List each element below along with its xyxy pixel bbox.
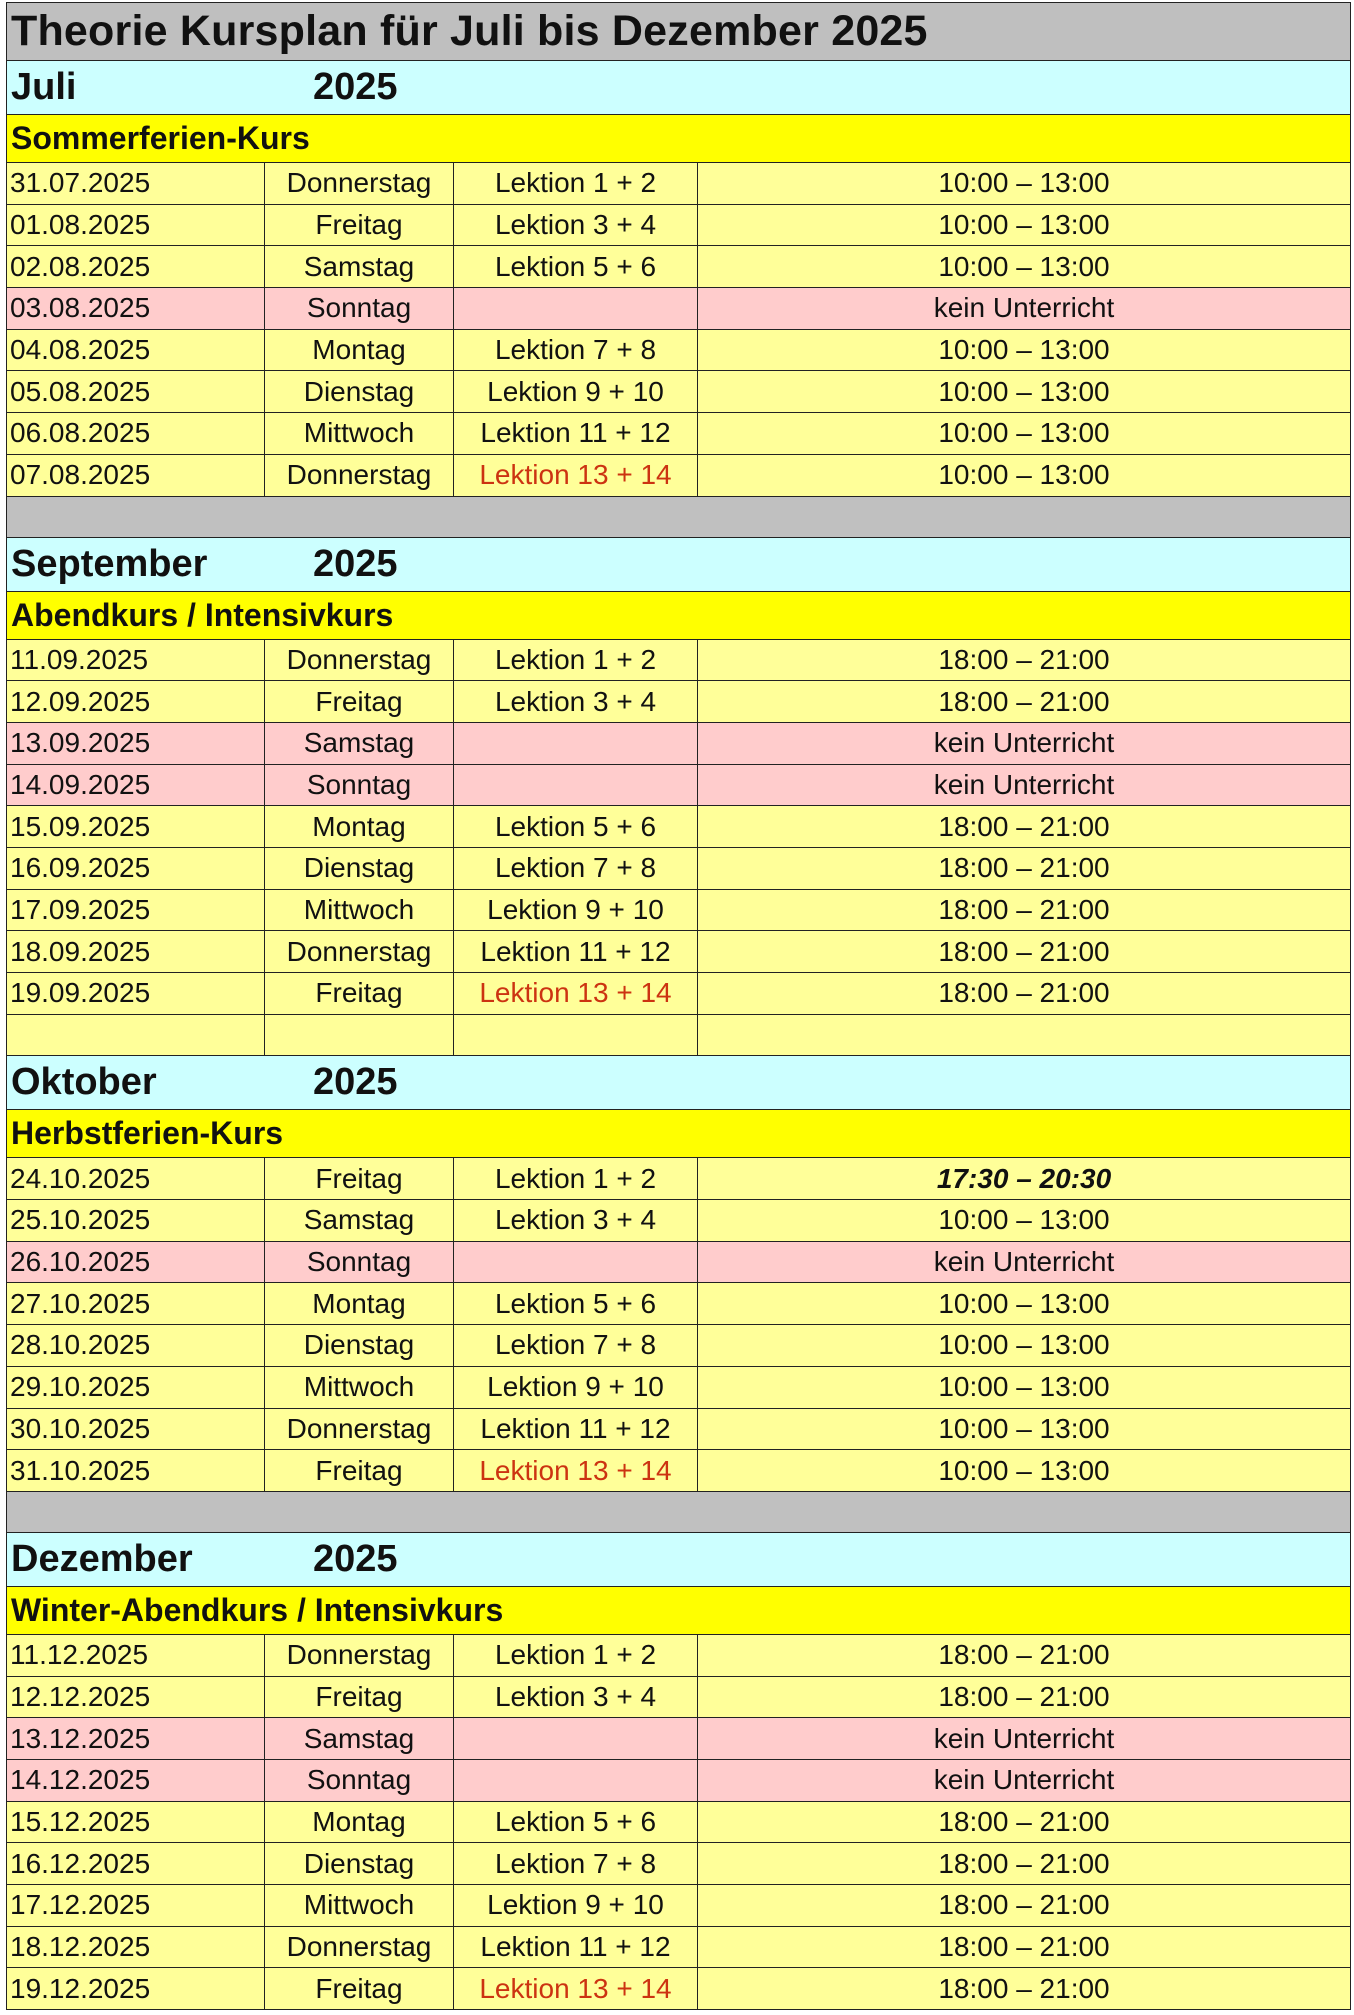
course-title: Sommerferien-Kurs [11, 120, 310, 156]
table-row [6, 1677, 1351, 1719]
table-row [6, 371, 1351, 413]
time-cell: kein Unterricht [933, 1764, 1115, 1796]
empty-cell [698, 1015, 1350, 1056]
title-row [6, 2, 1351, 61]
table-row [6, 1283, 1351, 1325]
date-cell: 11.12.2025 [7, 1635, 265, 1676]
weekday-cell: Samstag [265, 1718, 454, 1759]
lesson-cell [454, 723, 698, 764]
lesson-cell: Lektion 3 + 4 [454, 1677, 698, 1718]
month-header-row [6, 538, 1351, 592]
lesson-cell [454, 1718, 698, 1759]
date-cell: 03.08.2025 [7, 288, 265, 329]
course-schedule-sheet [6, 2, 1351, 2010]
weekday-cell: Donnerstag [265, 1409, 454, 1450]
month-header-row [6, 1056, 1351, 1110]
time-cell: 18:00 – 21:00 [938, 810, 1110, 842]
table-row [6, 246, 1351, 288]
weekday-cell: Montag [265, 806, 454, 847]
month-header-row [6, 61, 1351, 115]
month-year: 2025 [313, 1537, 398, 1580]
date-cell: 05.08.2025 [7, 371, 265, 412]
weekday-cell: Mittwoch [265, 890, 454, 931]
table-row [6, 1927, 1351, 1969]
time-cell: 10:00 – 13:00 [938, 334, 1110, 366]
weekday-cell: Freitag [265, 1677, 454, 1718]
time-cell: kein Unterricht [933, 768, 1115, 800]
time-cell: kein Unterricht [933, 1246, 1115, 1278]
weekday-cell: Dienstag [265, 371, 454, 412]
date-cell: 14.12.2025 [7, 1760, 265, 1801]
date-cell: 12.12.2025 [7, 1677, 265, 1718]
date-cell: 12.09.2025 [7, 681, 265, 722]
time-cell: 10:00 – 13:00 [938, 167, 1110, 199]
date-cell: 01.08.2025 [7, 205, 265, 246]
table-row [6, 330, 1351, 372]
weekday-cell: Samstag [265, 723, 454, 764]
time-cell: 18:00 – 21:00 [938, 1847, 1110, 1879]
time-cell: 18:00 – 21:00 [938, 935, 1110, 967]
weekday-cell: Freitag [265, 1968, 454, 2009]
table-row [6, 1885, 1351, 1927]
weekday-cell: Sonntag [265, 1242, 454, 1283]
table-row [6, 1802, 1351, 1844]
page-title: Theorie Kursplan für Juli bis Dezember 2025 [11, 7, 928, 55]
weekday-cell: Montag [265, 330, 454, 371]
date-cell: 24.10.2025 [7, 1158, 265, 1199]
lesson-cell [454, 288, 698, 329]
lesson-cell: Lektion 9 + 10 [454, 1367, 698, 1408]
lesson-cell: Lektion 5 + 6 [454, 1802, 698, 1843]
date-cell: 31.07.2025 [7, 163, 265, 204]
course-title: Abendkurs / Intensivkurs [11, 596, 394, 633]
time-cell: 10:00 – 13:00 [938, 1454, 1110, 1486]
weekday-cell: Montag [265, 1802, 454, 1843]
table-row [6, 848, 1351, 890]
lesson-cell: Lektion 9 + 10 [454, 890, 698, 931]
course-header-row [6, 592, 1351, 640]
weekday-cell: Dienstag [265, 1843, 454, 1884]
course-header-row [6, 1110, 1351, 1158]
month-year: 2025 [313, 66, 398, 108]
lesson-cell: Lektion 9 + 10 [454, 371, 698, 412]
time-cell: 10:00 – 13:00 [938, 459, 1110, 491]
lesson-cell: Lektion 5 + 6 [454, 806, 698, 847]
time-cell: 18:00 – 21:00 [938, 643, 1110, 675]
weekday-cell: Freitag [265, 1450, 454, 1491]
date-cell: 06.08.2025 [7, 413, 265, 454]
table-row [6, 681, 1351, 723]
month-name: Oktober [11, 1061, 157, 1104]
weekday-cell: Donnerstag [265, 1635, 454, 1676]
date-cell: 16.09.2025 [7, 848, 265, 889]
month-year: 2025 [313, 542, 398, 585]
date-cell: 02.08.2025 [7, 246, 265, 287]
table-row [6, 1718, 1351, 1760]
lesson-cell: Lektion 7 + 8 [454, 848, 698, 889]
time-cell: 10:00 – 13:00 [938, 1329, 1110, 1361]
weekday-cell: Mittwoch [265, 1885, 454, 1926]
table-row [6, 640, 1351, 682]
lesson-cell: Lektion 13 + 14 [454, 455, 698, 496]
weekday-cell: Donnerstag [265, 931, 454, 972]
time-cell: 10:00 – 13:00 [938, 209, 1110, 241]
date-cell: 13.12.2025 [7, 1718, 265, 1759]
weekday-cell: Donnerstag [265, 163, 454, 204]
month-name: Juli [11, 66, 77, 108]
lesson-cell: Lektion 5 + 6 [454, 1283, 698, 1324]
lesson-cell: Lektion 11 + 12 [454, 1927, 698, 1968]
lesson-cell: Lektion 7 + 8 [454, 330, 698, 371]
table-row [6, 1760, 1351, 1802]
date-cell: 26.10.2025 [7, 1242, 265, 1283]
weekday-cell: Sonntag [265, 288, 454, 329]
table-row [6, 1409, 1351, 1451]
month-header-row [6, 1533, 1351, 1587]
table-row [6, 1200, 1351, 1242]
month-year: 2025 [313, 1061, 398, 1104]
lesson-cell: Lektion 3 + 4 [454, 681, 698, 722]
time-cell: 18:00 – 21:00 [938, 977, 1110, 1009]
table-row [6, 413, 1351, 455]
lesson-cell: Lektion 5 + 6 [454, 246, 698, 287]
weekday-cell: Donnerstag [265, 640, 454, 681]
date-cell: 07.08.2025 [7, 455, 265, 496]
lesson-cell: Lektion 11 + 12 [454, 1409, 698, 1450]
date-cell: 17.09.2025 [7, 890, 265, 931]
table-row [6, 1367, 1351, 1409]
weekday-cell: Freitag [265, 973, 454, 1014]
lesson-cell: Lektion 11 + 12 [454, 413, 698, 454]
time-cell: 18:00 – 21:00 [938, 1805, 1110, 1837]
date-cell: 30.10.2025 [7, 1409, 265, 1450]
time-cell: 18:00 – 21:00 [938, 1931, 1110, 1963]
table-row [6, 455, 1351, 497]
time-cell: 10:00 – 13:00 [938, 1204, 1110, 1236]
date-cell: 15.12.2025 [7, 1802, 265, 1843]
date-cell: 18.09.2025 [7, 931, 265, 972]
table-row [6, 1242, 1351, 1284]
table-row [6, 1325, 1351, 1367]
table-row [6, 723, 1351, 765]
month-name: Dezember [11, 1537, 193, 1580]
date-cell: 25.10.2025 [7, 1200, 265, 1241]
weekday-cell: Donnerstag [265, 1927, 454, 1968]
table-row [6, 806, 1351, 848]
weekday-cell: Dienstag [265, 848, 454, 889]
lesson-cell: Lektion 7 + 8 [454, 1325, 698, 1366]
lesson-cell: Lektion 11 + 12 [454, 931, 698, 972]
time-cell: 10:00 – 13:00 [938, 417, 1110, 449]
date-cell: 29.10.2025 [7, 1367, 265, 1408]
lesson-cell: Lektion 9 + 10 [454, 1885, 698, 1926]
time-cell: kein Unterricht [933, 292, 1115, 324]
date-cell: 16.12.2025 [7, 1843, 265, 1884]
empty-cell [454, 1015, 698, 1056]
course-title: Herbstferien-Kurs [11, 1115, 284, 1152]
table-row [6, 1843, 1351, 1885]
time-cell: 10:00 – 13:00 [938, 1412, 1110, 1444]
table-row [6, 288, 1351, 330]
weekday-cell: Mittwoch [265, 413, 454, 454]
time-cell: 18:00 – 21:00 [938, 685, 1110, 717]
lesson-cell [454, 1760, 698, 1801]
date-cell: 31.10.2025 [7, 1450, 265, 1491]
lesson-cell: Lektion 1 + 2 [454, 1635, 698, 1676]
time-cell: 17:30 – 20:30 [936, 1162, 1112, 1194]
time-cell: 18:00 – 21:00 [938, 852, 1110, 884]
month-name: September [11, 542, 208, 585]
empty-row [6, 1015, 1351, 1057]
date-cell: 27.10.2025 [7, 1283, 265, 1324]
date-cell: 19.09.2025 [7, 973, 265, 1014]
lesson-cell [454, 1242, 698, 1283]
lesson-cell: Lektion 13 + 14 [454, 1968, 698, 2009]
weekday-cell: Sonntag [265, 765, 454, 806]
time-cell: 10:00 – 13:00 [938, 375, 1110, 407]
course-header-row [6, 115, 1351, 163]
table-row [6, 1968, 1351, 2010]
table-row [6, 205, 1351, 247]
weekday-cell: Freitag [265, 1158, 454, 1199]
date-cell: 04.08.2025 [7, 330, 265, 371]
time-cell: 10:00 – 13:00 [938, 1371, 1110, 1403]
date-cell: 13.09.2025 [7, 723, 265, 764]
lesson-cell [454, 765, 698, 806]
weekday-cell: Dienstag [265, 1325, 454, 1366]
table-row [6, 1635, 1351, 1677]
lesson-cell: Lektion 3 + 4 [454, 205, 698, 246]
empty-cell [265, 1015, 454, 1056]
time-cell: 18:00 – 21:00 [938, 1889, 1110, 1921]
date-cell: 11.09.2025 [7, 640, 265, 681]
weekday-cell: Freitag [265, 205, 454, 246]
table-row [6, 765, 1351, 807]
date-cell: 19.12.2025 [7, 1968, 265, 2009]
weekday-cell: Freitag [265, 681, 454, 722]
date-cell: 17.12.2025 [7, 1885, 265, 1926]
time-cell: kein Unterricht [933, 727, 1115, 759]
time-cell: 10:00 – 13:00 [938, 250, 1110, 282]
course-header-row [6, 1587, 1351, 1635]
table-row [6, 163, 1351, 205]
sections-container [6, 61, 1351, 2010]
table-row [6, 890, 1351, 932]
date-cell: 14.09.2025 [7, 765, 265, 806]
lesson-cell: Lektion 1 + 2 [454, 1158, 698, 1199]
lesson-cell: Lektion 1 + 2 [454, 163, 698, 204]
time-cell: 18:00 – 21:00 [938, 1639, 1110, 1671]
section-separator [6, 1492, 1351, 1533]
time-cell: 18:00 – 21:00 [938, 1972, 1110, 2004]
weekday-cell: Donnerstag [265, 455, 454, 496]
date-cell: 28.10.2025 [7, 1325, 265, 1366]
lesson-cell: Lektion 7 + 8 [454, 1843, 698, 1884]
time-cell: 18:00 – 21:00 [938, 893, 1110, 925]
table-row [6, 1450, 1351, 1492]
time-cell: 18:00 – 21:00 [938, 1680, 1110, 1712]
lesson-cell: Lektion 13 + 14 [454, 973, 698, 1014]
weekday-cell: Montag [265, 1283, 454, 1324]
table-row [6, 931, 1351, 973]
time-cell: 10:00 – 13:00 [938, 1287, 1110, 1319]
time-cell: kein Unterricht [933, 1722, 1115, 1754]
table-row [6, 973, 1351, 1015]
date-cell: 18.12.2025 [7, 1927, 265, 1968]
lesson-cell: Lektion 3 + 4 [454, 1200, 698, 1241]
weekday-cell: Samstag [265, 1200, 454, 1241]
lesson-cell: Lektion 1 + 2 [454, 640, 698, 681]
weekday-cell: Sonntag [265, 1760, 454, 1801]
table-row [6, 1158, 1351, 1200]
weekday-cell: Mittwoch [265, 1367, 454, 1408]
course-title: Winter-Abendkurs / Intensivkurs [11, 1591, 504, 1628]
empty-cell [7, 1015, 265, 1056]
weekday-cell: Samstag [265, 246, 454, 287]
lesson-cell: Lektion 13 + 14 [454, 1450, 698, 1491]
date-cell: 15.09.2025 [7, 806, 265, 847]
section-separator [6, 497, 1351, 538]
